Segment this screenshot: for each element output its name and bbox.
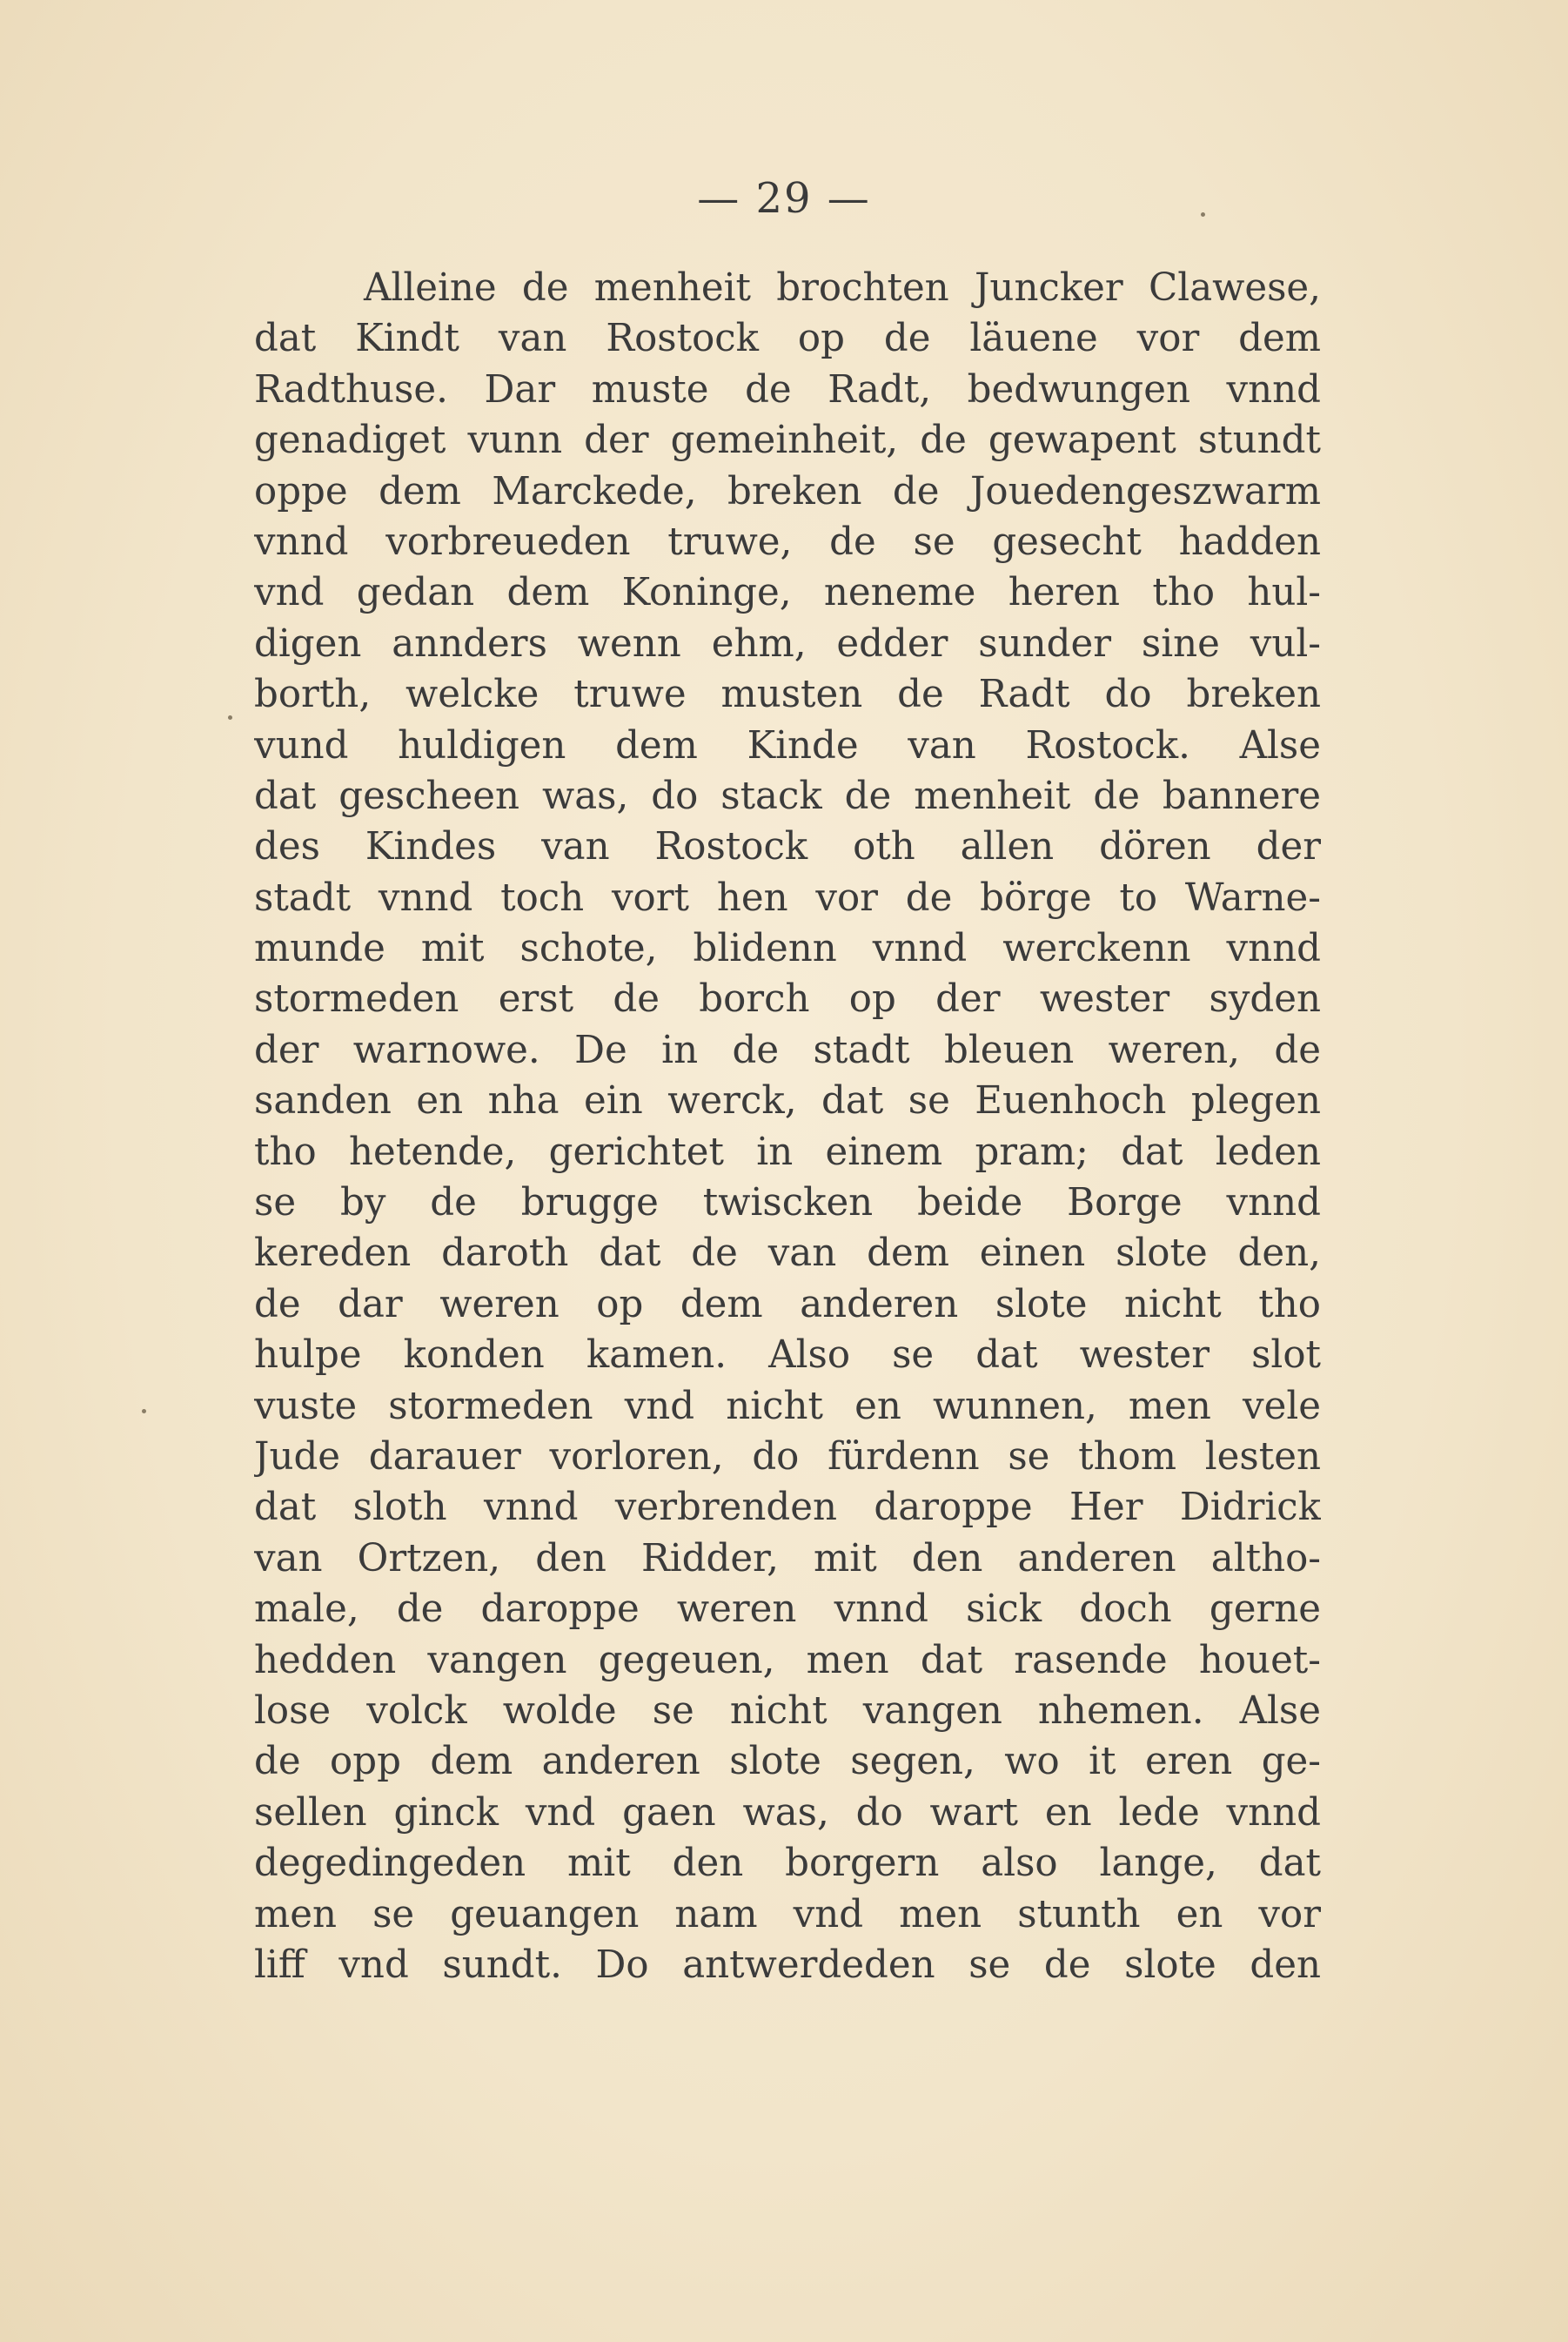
text-line: men se geuangen nam vnd men stunth en vor — [254, 1892, 1321, 1936]
text-line: munde mit schote, blidenn vnnd werckenn vnnd — [254, 927, 1321, 971]
text-line: vnnd vorbreueden truwe, de se gesecht hadden — [254, 520, 1321, 564]
text-line: dat gescheen was, do stack de menheit de bannere — [254, 774, 1321, 818]
text-line: kereden daroth dat de van dem einen slote den, — [254, 1231, 1321, 1276]
text-line: borth, welcke truwe musten de Radt do breken — [254, 673, 1321, 717]
margin-speck — [1201, 212, 1205, 217]
text-line: des Kindes van Rostock oth allen dören der — [254, 825, 1321, 869]
text-line: oppe dem Marckede, breken de Jouedengeszwarm — [254, 469, 1321, 513]
margin-speck — [142, 1409, 146, 1413]
text-line: stormeden erst de borch op der wester syden — [254, 977, 1321, 1022]
text-line: hedden vangen gegeuen, men dat rasende houet- — [254, 1638, 1321, 1682]
page-number: — 29 — — [697, 174, 871, 223]
text-line: vnd gedan dem Koninge, neneme heren tho hul- — [254, 571, 1321, 615]
text-line: Alleine de menheit brochten Juncker Clawese, — [364, 266, 1321, 310]
text-line: lose volck wolde se nicht vangen nhemen. Alse — [254, 1688, 1321, 1733]
text-line: sanden en nha ein werck, dat se Euenhoch plegen — [254, 1079, 1321, 1124]
text-line: dat Kindt van Rostock op de läuene vor dem — [254, 317, 1321, 361]
text-line: stadt vnnd toch vort hen vor de börge to Warne- — [254, 876, 1321, 920]
text-line: de dar weren op dem anderen slote nicht tho — [254, 1282, 1321, 1326]
text-line: male, de daroppe weren vnnd sick doch gerne — [254, 1587, 1321, 1632]
text-line: der warnowe. De in de stadt bleuen weren, de — [254, 1028, 1321, 1072]
text-line: tho hetende, gerichtet in einem pram; dat leden — [254, 1130, 1321, 1174]
text-line: vund huldigen dem Kinde van Rostock. Alse — [254, 723, 1321, 768]
text-line: Jude darauer vorloren, do fürdenn se thom lesten — [254, 1434, 1321, 1479]
text-line: degedingeden mit den borgern also lange, dat — [254, 1842, 1321, 1886]
text-line: digen annders wenn ehm, edder sunder sine vul- — [254, 621, 1321, 666]
text-line: se by de brugge twiscken beide Borge vnnd — [254, 1181, 1321, 1225]
body-text — [254, 263, 1321, 1990]
text-line: de opp dem anderen slote segen, wo it eren ge- — [254, 1740, 1321, 1784]
text-line: liff vnd sundt. Do antwerdeden se de slote den — [254, 1943, 1321, 1987]
text-line: vuste stormeden vnd nicht en wunnen, men vele — [254, 1384, 1321, 1428]
text-line: Radthuse. Dar muste de Radt, bedwungen vnnd — [254, 367, 1321, 412]
text-line: sellen ginck vnd gaen was, do wart en lede vnnd — [254, 1790, 1321, 1835]
text-line: van Ortzen, den Ridder, mit den anderen altho- — [254, 1536, 1321, 1580]
text-line: dat sloth vnnd verbrenden daroppe Her Didrick — [254, 1486, 1321, 1530]
text-line: genadiget vunn der gemeinheit, de gewapent stundt — [254, 419, 1321, 463]
margin-speck — [228, 715, 232, 720]
text-line: hulpe konden kamen. Also se dat wester slot — [254, 1333, 1321, 1378]
